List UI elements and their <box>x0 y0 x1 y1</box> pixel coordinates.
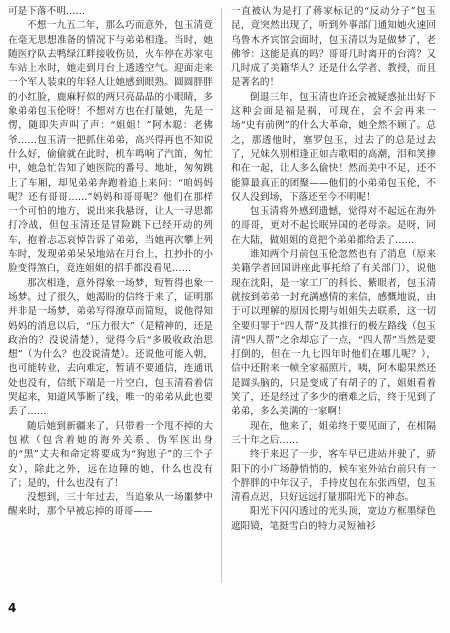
paragraph: 可是下落不明…… <box>8 6 86 17</box>
paragraph: 不想一九五二年，那么巧而意外，包玉清竟在毫无思想准备的情况下与弟弟相逢。当时，她随医疗队去鸭绿江畔接收伤员，火车停在苏家屯车站上水时，她走到月台上透透空气。迎面走来一个军人装束的年轻人让她感到眼熟。圆圆胖胖的小红脸，鹿麻籽似的两只亮晶晶的小眼睛，多象弟弟包玉伦呀！不想对方也在打量她，先是一愣，随即失声叫了声：“姐姐！”阿木聪：老佛爷……包玉清一把抓住弟弟，高兴得再也不知说什么好，偷偷就在此时，机车鸣响了汽笛，匆忙中，她急忙告知了她医院的番号、地址，匆匆跳上了车厢，却见弟弟奔跑着追上来问：“咱妈妈呢？还有哥哥……”妈妈和哥哥呢？他们在那样一个可怕的地方，说出来我悬讶，让人一寻思都打冷战，但包玉清还是冒险跳下已经开动的列车，抱着忐忑哀悼告诉了弟弟，当她再次攀上列车时，发现弟弟呆呆地站在月台上，扛抄扑的小脸变得煞白，竟连姐姐的招手都没看见…… <box>8 20 213 275</box>
paragraph: 现在，他来了，姐弟终于要见面了，在相隔三十年之后…… <box>231 420 436 446</box>
paragraph: 一直被认为是打了蒋家标记的“反动分子”包玉昆，竟突然出现了，听到外事部门通知她火速回乌鲁木齐宾馆会面时，包玉清以为是做梦了，老佛爷：这能是真的吗？哥哥几时离开的台湾？又几时成了美籍华人？还是什么学者、教授，而且是著名的！ <box>231 6 436 89</box>
column-divider <box>221 8 222 583</box>
page-number: 4 <box>8 601 17 615</box>
paragraph: 随后她到新疆来了，只带着一个甩不掉的大包袱（包含着她的海外关系、伪军医出身的“黑”丈夫和命定将要成为“狗崽子”的三个子女），除此之外，远在边陲的她，什么也没有了；是的，什么也没有了！ <box>8 420 213 489</box>
right-text-column <box>231 5 436 595</box>
paragraph: 包玉清将外感到遗憾，觉得对不起远在海外的哥哥，更对不起长眠异国的老母亲。是呀，同在大陆，做姐姐的竟把个弟弟都给丢了…… <box>231 206 436 246</box>
paragraph: 终于来迟了一步，客车早已进站并驶了，骄阳下的小广场静悄悄的，候车室外站台前只有一个胖胖的中年汉子，手持皮包在东张西望，包玉清看点迟，只好远远打量那阳光下的神态。 <box>231 449 436 504</box>
paragraph: 那次相逢，意外得象一场梦，短暂得也象一场梦。过了很久，她渴盼的信终于来了，证明那并非是一场梦，弟弟写得潦草而简短，说他得知妈妈的消息以后，“压力很大”（是精神的，还是政治的？没说清楚），觉得今后“多吸收政治思想”（为什么？也没说清楚）。还说他可能入朝，也可能转业，去向难定，暂请不要通信，连通讯处也没有，信纸下端是一片空白，包玉清看着信哭起来，知道风筝断了线，唯一的弟弟从此也要丢了…… <box>8 277 213 418</box>
left-text-column <box>8 5 213 595</box>
paragraph: 没想到，三十年过去，当追象从一场噩梦中醒来时，那个早被忘掉的哥哥—— <box>8 492 213 518</box>
paragraph: 谁知两个月前包玉伦忽然也有了消息（原来美籍学者回国讲座此事托给了有关部门），说他现在沈阳，是一家工厂的科长、紫眼者，包玉清就按到弟弟一封充满感情的来信，感慨地说，由于可以理解的原因长期与姐姐失去联系，这一切全要归罪于“四人帮”及其推行的极左路线（包玉清“四人帮”之余却忘了一点，“四人帮”当然是要打倒的，但在一九七四年时他们在哪儿呢？），信中还附来一帧全家福照片，咦，阿木聪果然还是圆头脑的，只是变成了有胡子的了，姐姐看着笑了，还是经过了多少的磨难之后，终于见到了弟弟，多么美满的一家啊！ <box>231 249 436 418</box>
paragraph: 倒退三年，包玉清也许还会被疑惑扯出好下这种会面是福是祸，可现在，会不会再来一场“史有前例”的什么大革命，她全然不顾了。总之，那透他时，塞罗包玉，过去了的总是过去了，兄妹久别相逢正如吉歌唱的高潮，泪和笑掺和在一起，让人多么偷快！然而美中不足，还不能算最真正的团聚——他们的小弟弟包玉伦，不仅人没到场，下落还至今不明呢！ <box>231 91 436 203</box>
paragraph: 阳光下闪闪透过的光头顶，宽边方框墨绿色遮阳镜，笔挺雪白的特力灵短袖衫 <box>231 506 436 532</box>
